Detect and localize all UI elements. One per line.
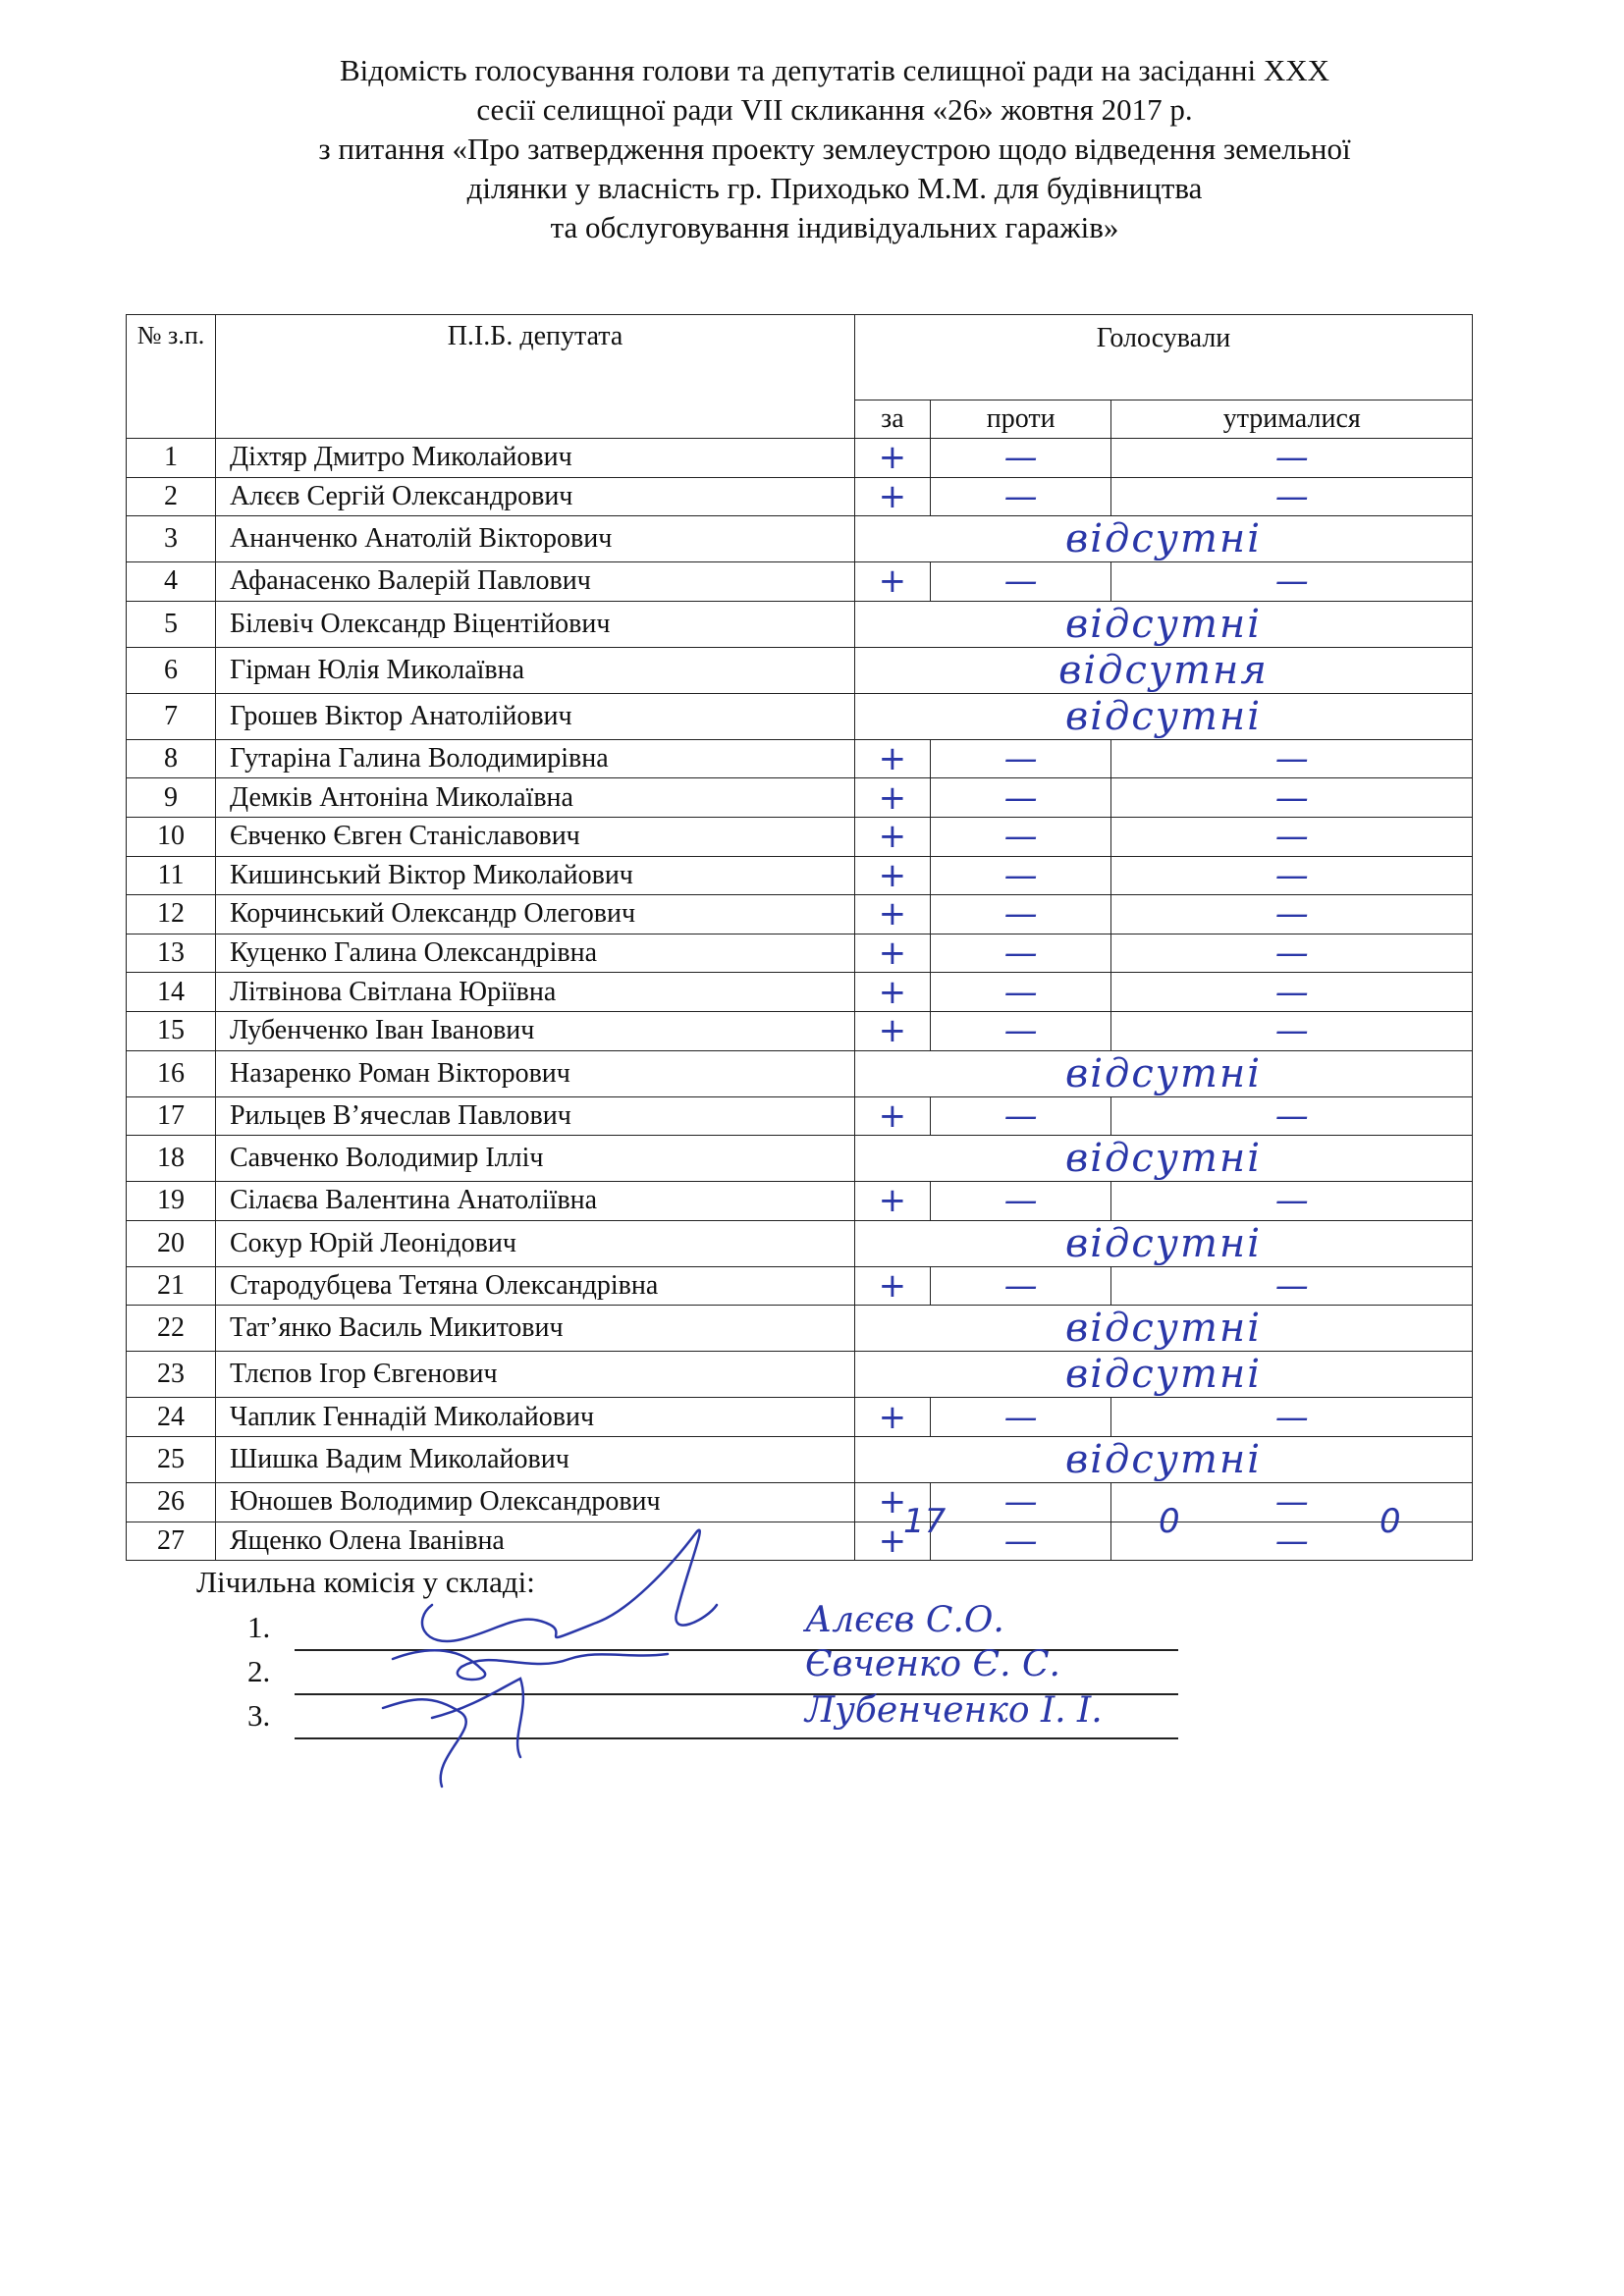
- vote-abstained-mark: —: [1111, 477, 1473, 516]
- vote-abstained-mark: —: [1111, 1522, 1473, 1561]
- deputy-name: Сілаєва Валентина Анатоліївна: [216, 1182, 855, 1221]
- deputy-name: Гутаріна Галина Володимирівна: [216, 739, 855, 778]
- row-number: 5: [127, 601, 216, 647]
- absent-mark: відсутні: [855, 601, 1473, 647]
- vote-against-mark: —: [930, 1011, 1111, 1050]
- row-number: 22: [127, 1306, 216, 1352]
- row-number: 8: [127, 739, 216, 778]
- table-row: [127, 1398, 1473, 1437]
- vote-against-mark: —: [930, 1266, 1111, 1306]
- vote-for-mark: +: [855, 817, 931, 856]
- row-number: 14: [127, 973, 216, 1012]
- table-row: [127, 1011, 1473, 1050]
- deputy-name: Ященко Олена Іванівна: [216, 1522, 855, 1561]
- vote-for-mark: +: [855, 778, 931, 818]
- deputy-name: Савченко Володимир Ілліч: [216, 1136, 855, 1182]
- vote-against-mark: —: [930, 856, 1111, 895]
- row-number: 2: [127, 477, 216, 516]
- header-name: П.І.Б. депутата: [216, 315, 855, 439]
- vote-abstained-mark: —: [1111, 562, 1473, 602]
- vote-abstained-mark: —: [1111, 895, 1473, 934]
- commission-member-2: Євченко Є. С.: [805, 1644, 1060, 1684]
- deputy-name: Сокур Юрій Леонідович: [216, 1220, 855, 1266]
- deputy-name: Рильцев В’ячеслав Павлович: [216, 1096, 855, 1136]
- row-number: 13: [127, 934, 216, 973]
- vote-abstained-mark: —: [1111, 1266, 1473, 1306]
- vote-abstained-mark: —: [1111, 1182, 1473, 1221]
- absent-mark: відсутні: [855, 1436, 1473, 1482]
- header-abstained: утрималися: [1111, 400, 1473, 439]
- vote-against-mark: —: [930, 739, 1111, 778]
- vote-for-mark: +: [855, 934, 931, 973]
- deputy-name: Євченко Євген Станіславович: [216, 817, 855, 856]
- deputy-name: Демків Антоніна Миколаївна: [216, 778, 855, 818]
- row-number: 20: [127, 1220, 216, 1266]
- vote-for-mark: +: [855, 1522, 931, 1561]
- vote-against-mark: —: [930, 1096, 1111, 1136]
- vote-for-mark: +: [855, 739, 931, 778]
- absent-mark: відсутні: [855, 1306, 1473, 1352]
- row-number: 19: [127, 1182, 216, 1221]
- vote-against-mark: —: [930, 477, 1111, 516]
- vote-abstained-mark: —: [1111, 1011, 1473, 1050]
- table-row: [127, 1096, 1473, 1136]
- table-row: [127, 516, 1473, 562]
- vote-for-mark: +: [855, 439, 931, 478]
- row-number: 21: [127, 1266, 216, 1306]
- commission-num-1: 1.: [247, 1610, 271, 1644]
- vote-for-mark: +: [855, 1398, 931, 1437]
- header-for: за: [855, 400, 931, 439]
- commission-num-2: 2.: [247, 1654, 271, 1688]
- commission-member-3: Лубенченко І. І.: [805, 1690, 1103, 1731]
- table-row: [127, 1266, 1473, 1306]
- deputy-name: Гірман Юлія Миколаївна: [216, 647, 855, 693]
- document-title: [147, 51, 1522, 247]
- title-line-3: з питання «Про затвердження проекту землеустрою щодо відведення земельної: [318, 132, 1351, 166]
- row-number: 15: [127, 1011, 216, 1050]
- commission-num-3: 3.: [247, 1698, 271, 1733]
- vote-for-mark: +: [855, 1011, 931, 1050]
- row-number: 7: [127, 693, 216, 739]
- deputy-name: Ананченко Анатолій Вікторович: [216, 516, 855, 562]
- vote-against-mark: —: [930, 973, 1111, 1012]
- table-row: [127, 647, 1473, 693]
- table-row: [127, 601, 1473, 647]
- row-number: 17: [127, 1096, 216, 1136]
- row-number: 23: [127, 1352, 216, 1398]
- table-row: [127, 856, 1473, 895]
- row-number: 16: [127, 1050, 216, 1096]
- vote-against-mark: —: [930, 439, 1111, 478]
- table-row: [127, 1436, 1473, 1482]
- table-row: [127, 562, 1473, 602]
- table-row: [127, 778, 1473, 818]
- vote-for-mark: +: [855, 1096, 931, 1136]
- header-number: № з.п.: [127, 315, 216, 439]
- vote-for-mark: +: [855, 856, 931, 895]
- table-row: [127, 477, 1473, 516]
- vote-against-mark: —: [930, 1182, 1111, 1221]
- vote-for-mark: +: [855, 973, 931, 1012]
- vote-abstained-mark: —: [1111, 778, 1473, 818]
- commission-member-1: Алєєв С.О.: [805, 1600, 1004, 1640]
- row-number: 24: [127, 1398, 216, 1437]
- commission-label: Лічильна комісія у складі:: [196, 1565, 535, 1599]
- vote-abstained-mark: —: [1111, 934, 1473, 973]
- row-number: 25: [127, 1436, 216, 1482]
- vote-against-mark: —: [930, 934, 1111, 973]
- vote-abstained-mark: —: [1111, 856, 1473, 895]
- vote-abstained-mark: —: [1111, 1096, 1473, 1136]
- deputy-name: Юношев Володимир Олександрович: [216, 1482, 855, 1522]
- title-line-4: ділянки у власність гр. Приходько М.М. для будівництва: [466, 171, 1203, 205]
- title-line-5: та обслуговування індивідуальних гаражів»: [550, 210, 1119, 244]
- header-voted: Голосували: [855, 315, 1473, 400]
- vote-against-mark: —: [930, 1482, 1111, 1522]
- vote-for-mark: +: [855, 477, 931, 516]
- row-number: 26: [127, 1482, 216, 1522]
- deputy-name: Шишка Вадим Миколайович: [216, 1436, 855, 1482]
- deputy-name: Кишинський Віктор Миколайович: [216, 856, 855, 895]
- deputy-name: Корчинський Олександр Олегович: [216, 895, 855, 934]
- absent-mark: відсутні: [855, 516, 1473, 562]
- vote-totals: [844, 1502, 1473, 1551]
- row-number: 18: [127, 1136, 216, 1182]
- deputy-name: Стародубцева Тетяна Олександрівна: [216, 1266, 855, 1306]
- table-row: [127, 693, 1473, 739]
- deputy-name: Грошев Віктор Анатолійович: [216, 693, 855, 739]
- voting-table: [126, 314, 1473, 1561]
- vote-for-mark: +: [855, 1182, 931, 1221]
- row-number: 27: [127, 1522, 216, 1561]
- deputy-name: Літвінова Світлана Юріївна: [216, 973, 855, 1012]
- title-line-1: Відомість голосування голови та депутатів селищної ради на засіданні XXX: [339, 53, 1330, 87]
- absent-mark: відсутні: [855, 1050, 1473, 1096]
- absent-mark: відсутні: [855, 1220, 1473, 1266]
- deputy-name: Алєєв Сергій Олександрович: [216, 477, 855, 516]
- vote-abstained-mark: —: [1111, 1398, 1473, 1437]
- deputy-name: Діхтяр Дмитро Миколайович: [216, 439, 855, 478]
- deputy-name: Афанасенко Валерій Павлович: [216, 562, 855, 602]
- vote-abstained-mark: —: [1111, 739, 1473, 778]
- table-row: [127, 895, 1473, 934]
- deputy-name: Куценко Галина Олександрівна: [216, 934, 855, 973]
- title-line-2: сесії селищної ради VII скликання «26» жовтня 2017 р.: [476, 92, 1193, 127]
- table-row: [127, 1182, 1473, 1221]
- row-number: 1: [127, 439, 216, 478]
- table-row: [127, 1136, 1473, 1182]
- row-number: 4: [127, 562, 216, 602]
- deputy-name: Тат’янко Василь Микитович: [216, 1306, 855, 1352]
- table-row: [127, 1352, 1473, 1398]
- row-number: 11: [127, 856, 216, 895]
- table-row: [127, 817, 1473, 856]
- row-number: 10: [127, 817, 216, 856]
- absent-mark: відсутня: [855, 647, 1473, 693]
- total-for: 17: [903, 1502, 947, 1541]
- table-row: [127, 1220, 1473, 1266]
- table-row: [127, 739, 1473, 778]
- vote-against-mark: —: [930, 1522, 1111, 1561]
- row-number: 3: [127, 516, 216, 562]
- row-number: 12: [127, 895, 216, 934]
- absent-mark: відсутні: [855, 1136, 1473, 1182]
- vote-against-mark: —: [930, 562, 1111, 602]
- total-abstained: 0: [1380, 1502, 1401, 1541]
- vote-against-mark: —: [930, 817, 1111, 856]
- vote-against-mark: —: [930, 1398, 1111, 1437]
- deputy-name: Назаренко Роман Вікторович: [216, 1050, 855, 1096]
- vote-for-mark: +: [855, 562, 931, 602]
- absent-mark: відсутні: [855, 1352, 1473, 1398]
- table-row: [127, 1050, 1473, 1096]
- vote-against-mark: —: [930, 778, 1111, 818]
- total-against: 0: [1159, 1502, 1180, 1541]
- table-row: [127, 439, 1473, 478]
- vote-against-mark: —: [930, 895, 1111, 934]
- vote-for-mark: +: [855, 1266, 931, 1306]
- deputy-name: Чаплик Геннадій Миколайович: [216, 1398, 855, 1437]
- table-row: [127, 973, 1473, 1012]
- absent-mark: відсутні: [855, 693, 1473, 739]
- header-against: проти: [930, 400, 1111, 439]
- deputy-name: Білевіч Олександр Віцентійович: [216, 601, 855, 647]
- vote-abstained-mark: —: [1111, 1482, 1473, 1522]
- deputy-name: Тлєпов Ігор Євгенович: [216, 1352, 855, 1398]
- vote-abstained-mark: —: [1111, 973, 1473, 1012]
- table-row: [127, 1306, 1473, 1352]
- table-row: [127, 934, 1473, 973]
- deputy-name: Лубенченко Іван Іванович: [216, 1011, 855, 1050]
- vote-abstained-mark: —: [1111, 817, 1473, 856]
- vote-for-mark: +: [855, 1482, 931, 1522]
- row-number: 6: [127, 647, 216, 693]
- row-number: 9: [127, 778, 216, 818]
- vote-abstained-mark: —: [1111, 439, 1473, 478]
- vote-for-mark: +: [855, 895, 931, 934]
- handwritten-signatures: [373, 1512, 785, 1806]
